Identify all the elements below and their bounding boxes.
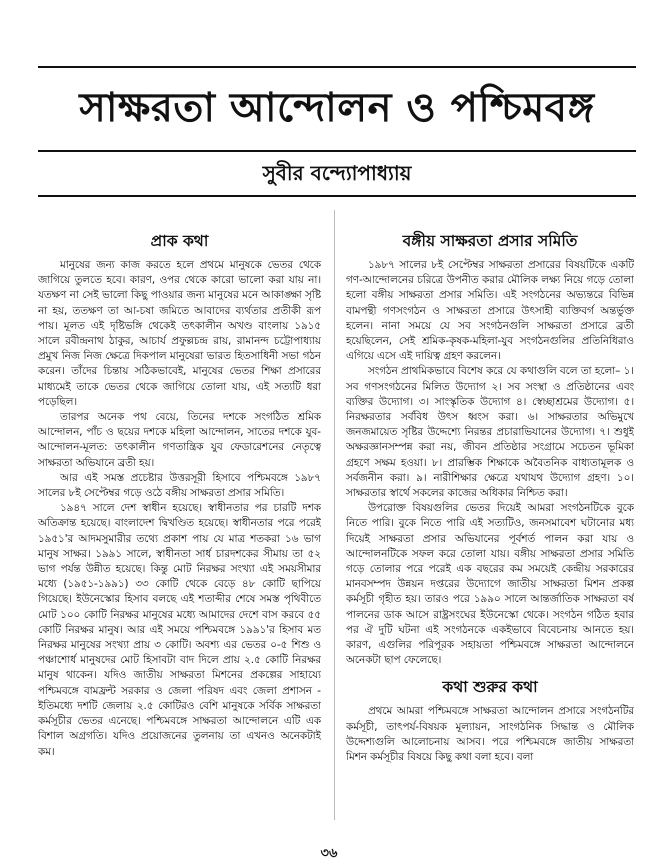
author-name: সুবীর বন্দ্যোপাধ্যায়	[262, 161, 412, 185]
right-paragraph: ১৯৮৭ সালের ৮ই সেপ্টেম্বর সাক্ষরতা প্রসারের বিষয়টিকে একটি গণ-আন্দোলনের চরিত্রে উপনীত করার মৌলিক লক্ষ্য নিয়ে গড়ে তোলা হলো বঙ্গীয় সাক্ষরতা প্রসার সমিতি। এই সংগঠনের অভ্যন্তরে বিভিন্ন বামপন্থী গণসংগঠন ও সাক্ষরতা প্রসারে উৎসাহী ব্যক্তিবর্গ অন্তর্ভুক্ত হলেন। নানা সময়ে যে সব সংগঠনগুলি সাক্ষরতা প্রসারে ব্রতী হয়েছিলেন, সেই শ্রমিক-কৃষক-মহিলা-যুব সংগঠনগুলির প্রতিনিধিরাও এগিয়ে এসে এই দায়িত্ব গ্রহণ করলেন।	[346, 259, 634, 363]
left-column	[38, 230, 321, 760]
column-divider	[334, 210, 335, 820]
title-rule	[38, 150, 636, 152]
right-heading: বঙ্গীয় সাক্ষরতা প্রসার সমিতি	[402, 232, 578, 250]
page-number: ৩৬	[320, 846, 338, 861]
top-rule	[38, 66, 636, 68]
author-rule	[38, 195, 636, 197]
left-paragraph: ১৯৪৭ সালে দেশ স্বাধীন হয়েছে। স্বাধীনতার পর চারটি দশক অতিক্রান্ত হয়েছে। বাংলাদেশ দ্বিখণ্ডিত হয়েছে। স্বাধীনতার পরে পরেই ১৯৫১'র আদমসুমারীর তথ্যে প্রকাশ পায় যে মাত্র শতকরা ১৬ ভাগ মানুষ সাক্ষর। ১৯৯১ সালে, স্বাধীনতা সার্ধ চারদশকের সীমায় তা ৫২ ভাগ পর্যন্ত উন্নীত হয়েছে। কিন্তু মোট নিরক্ষর সংখ্যা এই সময়সীমার মধ্যে (১৯৫১-১৯৯১) ৩৩ কোটি থেকে বেড়ে ৪৮ কোটি ছাপিয়ে গিয়েছে। ইউনেস্কোর হিসাব বলছে এই শতাব্দীর শেষে সমস্ত পৃথিবীতে মোট ১০০ কোটি নিরক্ষর মানুষের মধ্যে আমাদের দেশে বাস করবে ৫৫ কোটি নিরক্ষর মানুষ। আর এই সময়ে পশ্চিমবঙ্গে ১৯৯১'র হিসাব মত নিরক্ষর মানুষের সংখ্যা প্রায় ৩ কোটি। অবশ্য এর ভেতর ০-৫ শিশু ও পঞ্চাশোর্ধ মানুষদের মোট হিসাবটা বাদ দিলে প্রায় ২.৫ কোটি নিরক্ষর মানুষ থাকেন। যদিও জাতীয় সাক্ষরতা মিশনের প্রকল্পের সাহায্যে পশ্চিমবঙ্গে বামফ্রন্ট সরকার ও জেলা পরিষদ এবং জেলা প্রশাসন - ইতিমধ্যে দশটি জেলায় ২.৫ কোটিরও বেশি মানুষকে সর্বিক সাক্ষরতা কর্মসূচীর ভেতর এনেছে। পশ্চিমবঙ্গে সাক্ষরতা আন্দোলনে এটি এক বিশাল অগ্রগতি। যদিও প্রয়োজনের তুলনায় তা এখনও অনেকটাই কম।	[38, 502, 321, 758]
left-heading: প্রাক কথা	[150, 232, 209, 250]
article-title: সাক্ষরতা আন্দোলন ও পশ্চিমবঙ্গ	[79, 85, 595, 131]
right-paragraph: প্রথমে আমরা পশ্চিমবঙ্গে সাক্ষরতা আন্দোলন প্রসারে সংগঠনটির কর্মসূচী, তাৎপর্য-বিষয়ক মূল্যায়ন, সাংগঠনিক সিদ্ধান্ত ও মৌলিক উদ্দেশ্যগুলি আলোচনায় আসব। পরে পশ্চিমবঙ্গে জাতীয় সাক্ষরতা মিশন কর্মসূচীর বিষয়ে কিছু কথা বলা হবে। বলা	[346, 705, 634, 764]
right-paragraph: উপরোক্ত বিষয়গুলির ভেতর দিয়েই আমরা সংগঠনটিকে বুকে নিতে পারি। বুকে নিতে পারি এই সত্যটিও, জনসমাবেশ ঘটানোর মধ্য দিয়েই সাক্ষরতা প্রসার অভিযানের পূর্বশর্ত পালন করা যায় ও আন্দোলনটিকে সফল করে তোলা যায়। বঙ্গীয় সাক্ষরতা প্রসার সমিতি গড়ে তোলার পরে পরেই এক বছরের কম সময়েই কেন্দ্রীয় সরকারের মানবসম্পদ উন্নয়ন দপ্তরের উদ্যোগে জাতীয় সাক্ষরতা মিশন প্রকল্প কর্মসূচী গৃহীত হয়। তারও পরে ১৯৯০ সালে আন্তর্জাতিক সাক্ষরতা বর্ষ পালনের ডাক আসে রাষ্ট্রসংঘের ইউনেস্কো থেকে। সংগঠন গঠিত হবার পর ঐ দুটি ঘটনা এই সংগঠনকে একইভাবে বিবেচনায় আনতে হয়। কারণ, এগুলির পরিপূরক সহায়তা পশ্চিমবঙ্গে সাক্ষরতা আন্দোলনে অনেকটা ছাপ ফেলেছে।	[346, 502, 634, 667]
right-column	[346, 230, 634, 765]
right-subheading: কথা শুরুর কথা	[442, 678, 538, 697]
left-paragraph: তারপর অনেক পথ বেয়ে, তিনের দশকে সংগঠিত শ্রমিক আন্দোলন, পাঁচ ও ছয়ের দশকে মহিলা আন্দোলন, সাতের দশকে যুব-আন্দোলন-মূলত: তৎকালীন গণতান্ত্রিক যুব ফেডারেশনের নেতৃত্বে সাক্ষরতা অভিযানে ব্রতী হয়।	[38, 411, 321, 469]
right-paragraph: সংগঠন প্রাথমিকভাবে বিশেষ করে যে কথাগুলি বলে তা হলো– ১। সব গণসংগঠনের মিলিত উদ্যোগ ২। সব সংস্থা ও প্রতিষ্ঠানের এবং ব্যক্তির উদ্যোগ। ৩। সাংস্কৃতিক উদ্যোগ ৪। স্বেচ্ছাশ্রমের উদ্যোগ। ৫। নিরক্ষরতার সর্ববিধ উৎস ধ্বংস করা। ৬। সাক্ষরতার অভিমুখে জনজমায়েত সৃষ্টির উদ্দেশ্যে নিরন্তর প্রচারাভিযানের উদ্যোগ। ৭। শুধুই অক্ষরজ্ঞানসম্পন্ন করা নয়, জীবন প্রতিষ্ঠার সংগ্রামে সচেতন ভূমিকা গ্রহণে সক্ষম হওয়া। ৮। প্রারম্ভিক শিক্ষাকে অবৈতনিক বাধ্যতামূলক ও সর্বজনীন করা। ৯। নারীশিক্ষার ক্ষেত্রে যথাযথ উদ্যোগ গ্রহণ। ১০। সাক্ষরতার স্বার্থে সকলের কাজের অধিকার নিশ্চিত করা।	[346, 365, 634, 500]
left-paragraph: মানুষের জন্য কাজ করতে হলে প্রথমে মানুষকে ভেতর থেকে জাগিয়ে তুলতে হবে। কারণ, ওপর থেকে কারো ভালো করা যায় না। যতক্ষণ না সেই ভালো কিছু পাওয়ার জন্য মানুষের মনে আকাঙ্ক্ষা সৃষ্টি না হয়, ততক্ষণ তা আ-চষা জমিতে আবাদের ব্যর্থতার প্রতীকী রূপ পায়। মূলত এই দৃষ্টিভঙ্গি থেকেই তৎকালীন অখণ্ড বাংলায় ১৯১৫ সালে রবীন্দ্রনাথ ঠাকুর, আচার্য প্রফুল্লচন্দ্র রায়, রামানন্দ চট্টোপাধ্যায় প্রমুখ নিজ নিজ ক্ষেত্রে দিকপাল মানুষেরা ভারত হিতসাধিনী সভা গঠন করেন। তাঁদের চিন্তায় সঠিকভাবেই, মানুষের ভেতর শিক্ষা প্রসারের মাধ্যমেই তাকে ভেতর থেকে জাগিয়ে তোলা যায়, এই সত্যটি ধরা পড়েছিল।	[38, 259, 321, 408]
left-paragraph: আর এই সমস্ত প্রচেষ্টার উত্তরসূরী হিসাবে পশ্চিমবঙ্গে ১৯৮৭ সালের ৮ই সেপ্টেম্বর গড়ে ওঠে বঙ্গীয় সাক্ষরতা প্রসার সমিতি।	[38, 471, 321, 500]
